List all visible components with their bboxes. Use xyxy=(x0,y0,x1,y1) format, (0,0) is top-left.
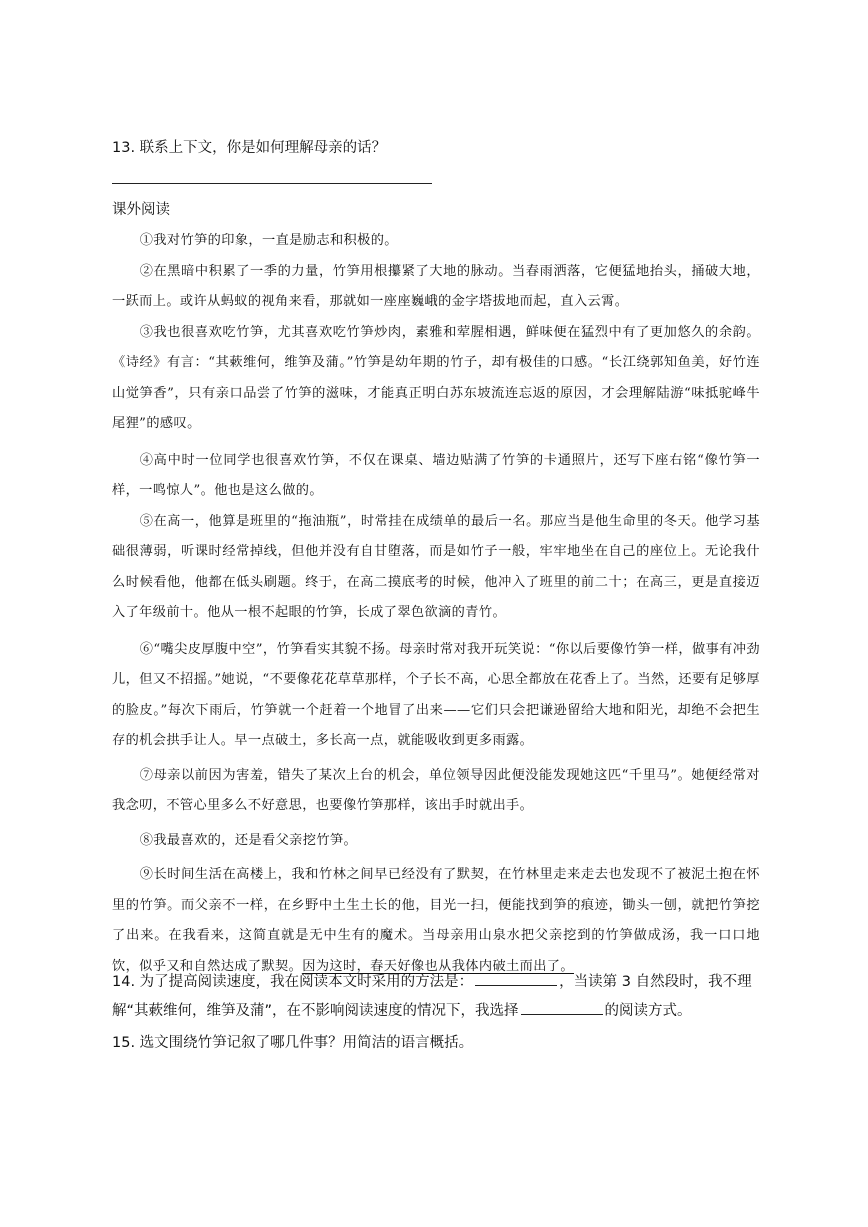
paragraph-3: ③我也很喜欢吃竹笋，尤其喜欢吃竹笋炒肉，素雅和荤腥相遇，鲜味便在猛烈中有了更加悠久的余韵。《诗经》有言：“其蔌维何，维笋及蒲。”竹笋是幼年期的竹子，却有极佳的口感。“长江绕郭知鱼美，好竹连山觉笋香”，只有亲口品尝了竹笋的滋味，才能真正明白苏东坡流连忘返的原因，才会理解陆游“味抵驼峰牛尾狸”的感叹。 xyxy=(112,324,760,431)
paragraph-1: ①我对竹笋的印象，一直是励志和积极的。 xyxy=(139,233,398,248)
question-14 xyxy=(112,968,762,1026)
reading-passage xyxy=(112,226,760,982)
question-15: 15. 选文围绕竹笋记叙了哪几件事？用简洁的语言概括。 xyxy=(112,1035,474,1051)
question-13: 13. 联系上下文，你是如何理解母亲的话？ xyxy=(112,140,387,156)
paragraph-7: ⑦母亲以前因为害羞，错失了某次上台的机会，单位领导因此便没能发现她这匹“千里马”。她便经常对我念叨，不管心里多么不好意思，也要像竹笋那样，该出手时就出手。 xyxy=(112,767,760,813)
answer-line-13[interactable] xyxy=(112,183,432,184)
question-14-part2: ，当读第 3 自然段时，我不理解“其蔌维何，维笋及蒲”，在不影响阅读速度的情况下，我选择 xyxy=(112,974,752,1019)
paragraph-2: ②在黑暗中积累了一季的力量，竹笋用根攥紧了大地的脉动。当春雨洒落，它便猛地抬头，捅破大地，一跃而上。或许从蚂蚁的视角来看，那就如一座座巍峨的金字塔拔地而起，直入云霄。 xyxy=(112,263,760,309)
underlined-sentence: 因为这时，春天好像也从我体内破土而出了。 xyxy=(302,958,574,974)
paragraph-5: ⑤在高一，他算是班里的“拖油瓶”，时常挂在成绩单的最后一名。那应当是他生命里的冬天。他学习基础很薄弱，听课时经常掉线，但他并没有自甘堕落，而是如竹子一般，牢牢地坐在自己的座位上。无论我什么时候看他，他都在低头刷题。终于，在高二摸底考的时候，他冲入了班里的前二十；在高三，更是直接迈入了年级前十。他从一根不起眼的竹笋，长成了翠色欲滴的青竹。 xyxy=(112,513,760,620)
section-title: 课外阅读 xyxy=(112,202,170,218)
fill-blank-2[interactable] xyxy=(521,998,603,1015)
paragraph-9 xyxy=(112,860,760,982)
fill-blank-1[interactable] xyxy=(475,969,557,986)
paragraph-9-text: ⑨长时间生活在高楼上，我和竹林之间早已经没有了默契，在竹林里走来走去也发现不了被泥土抱在怀里的竹笋。而父亲不一样，在乡野中土生土长的他，目光一扫，便能找到笋的痕迹，锄头一刨，就把竹笋挖了出来。在我看来，这简直就是无中生有的魔术。当母亲用山泉水把父亲挖到的竹笋做成汤，我一口口地饮，似乎又和自然达成了默契。 xyxy=(112,867,760,974)
paragraph-8: ⑧我最喜欢的，还是看父亲挖竹笋。 xyxy=(139,832,358,848)
paragraph-6: ⑥“嘴尖皮厚腹中空”，竹笋看实其貌不扬。母亲时常对我开玩笑说：“你以后要像竹笋一样，做事有冲劲儿，但又不招摇。”她说，“不要像花花草草那样，个子长不高，心思全都放在花香上了。当然，还要有足够厚的脸皮。”每次下雨后，竹笋就一个赶着一个地冒了出来——它们只会把谦逊留给大地和阳光，却绝不会把生存的机会拱手让人。早一点破土，多长高一点，就能吸收到更多雨露。 xyxy=(112,641,760,748)
question-14-part3: 的阅读方式。 xyxy=(604,1003,692,1019)
paragraph-4: ④高中时一位同学也很喜欢竹笋，不仅在课桌、墙边贴满了竹笋的卡通照片，还写下座右铭“像竹笋一样，一鸣惊人”。他也是这么做的。 xyxy=(112,452,760,498)
question-14-part1: 14. 为了提高阅读速度，我在阅读本文时采用的方法是： xyxy=(112,974,474,990)
